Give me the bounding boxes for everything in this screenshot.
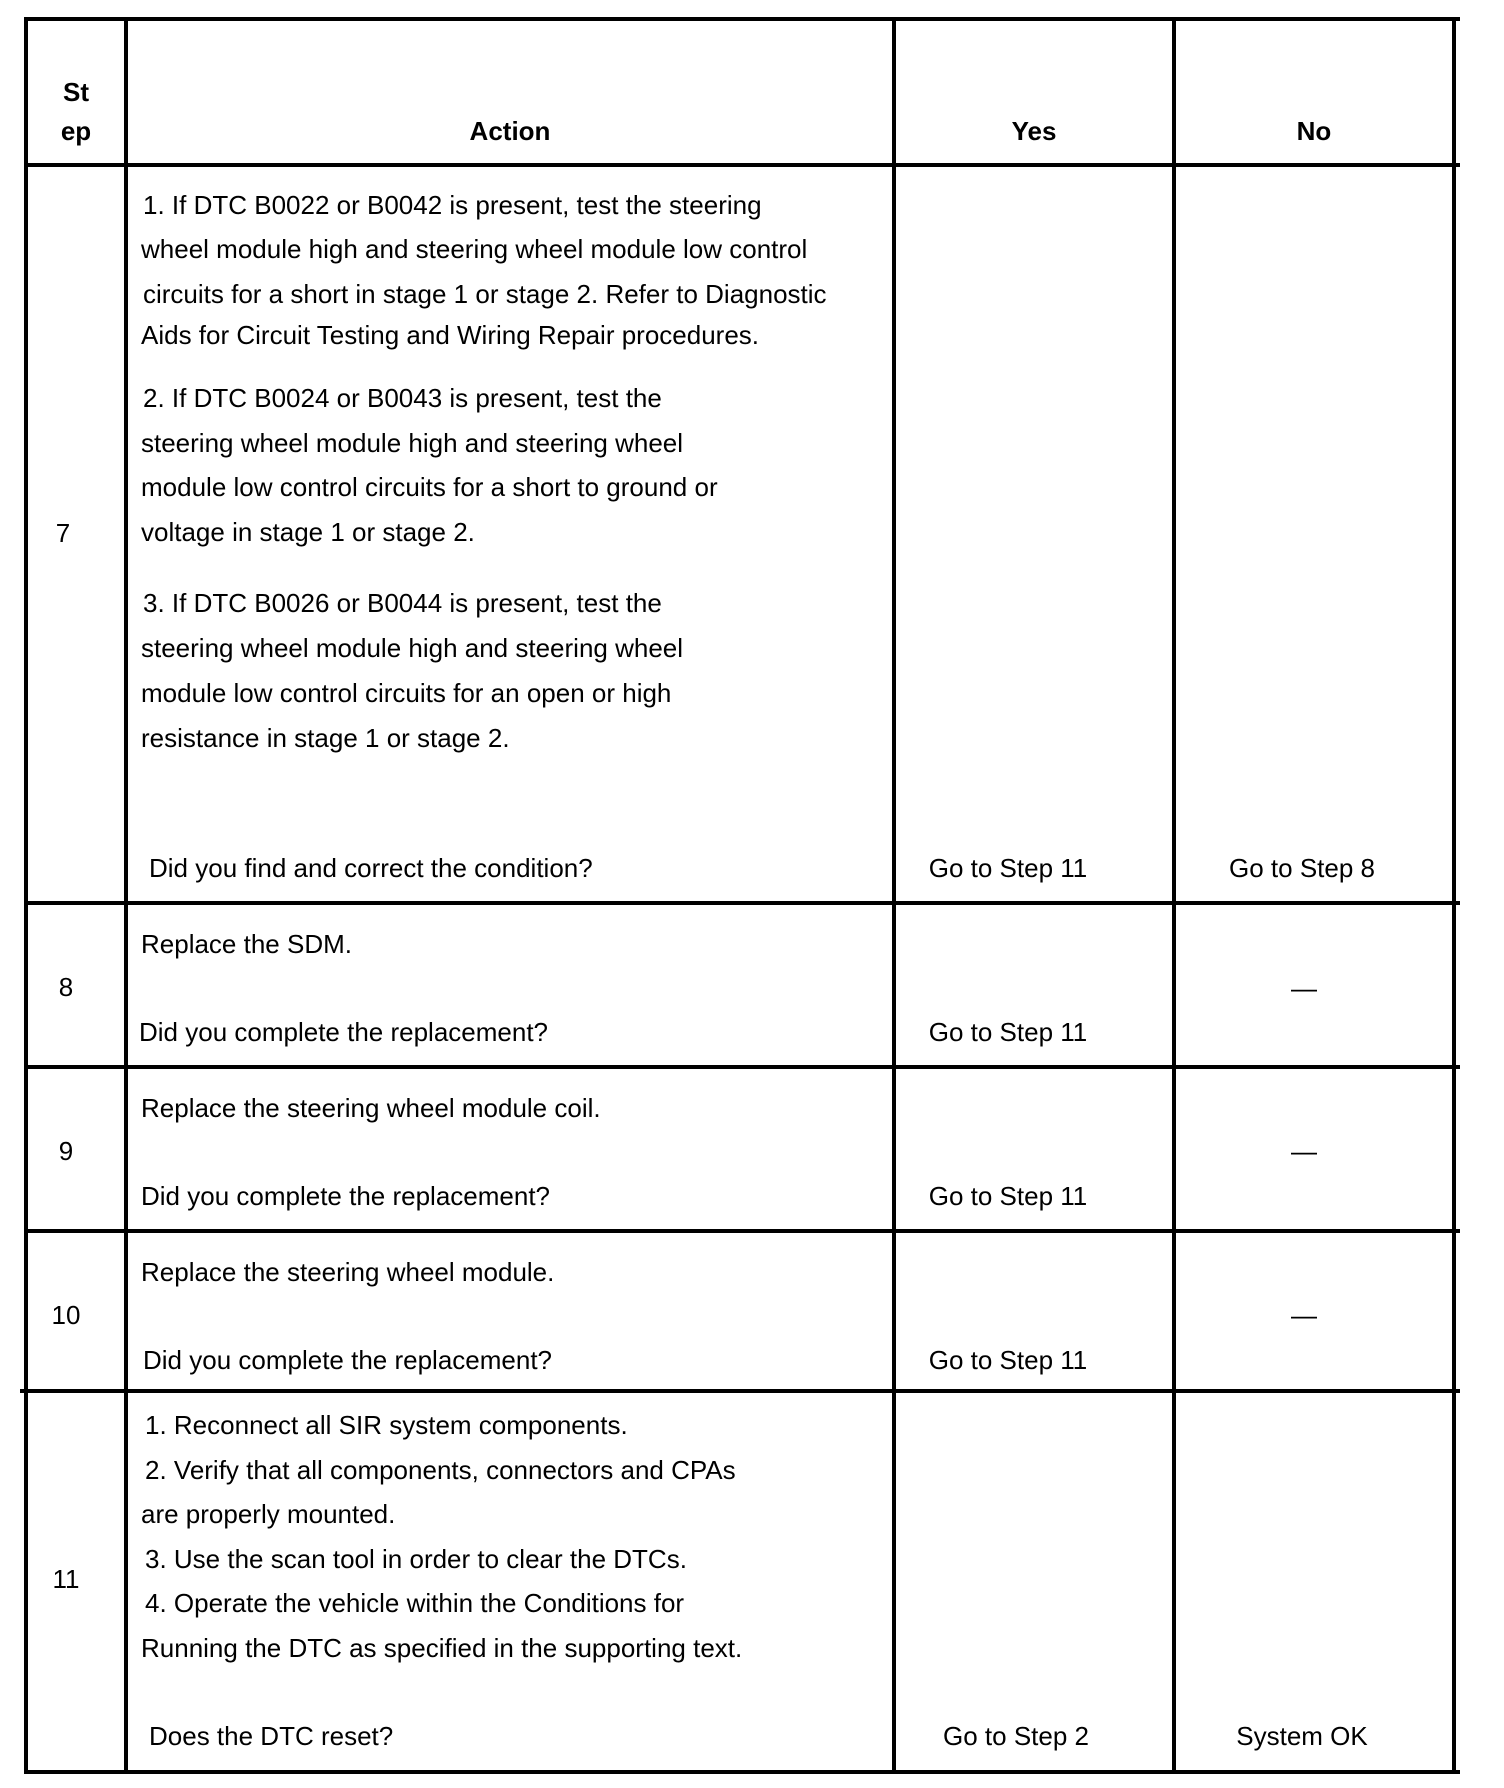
- yes-result: Go to Step 2: [943, 1721, 1089, 1751]
- action-text: Aids for Circuit Testing and Wiring Repair procedures.: [141, 320, 760, 350]
- action-text: resistance in stage 1 or stage 2.: [141, 723, 510, 753]
- yes-result: Go to Step 11: [928, 1017, 1088, 1047]
- action-question: Does the DTC reset?: [149, 1721, 394, 1751]
- action-question: Did you complete the replacement?: [143, 1345, 553, 1375]
- row-divider: [20, 1389, 1460, 1393]
- no-result: —: [1291, 1136, 1317, 1166]
- action-text: module low control circuits for a short to ground or: [141, 472, 718, 502]
- row-divider: [24, 901, 1460, 905]
- action-text: 4. Operate the vehicle within the Conditions for: [145, 1588, 685, 1618]
- header-step-line1: St: [63, 77, 89, 107]
- header-no: No: [1296, 116, 1332, 146]
- header-action: Action: [469, 116, 551, 146]
- action-text: 3. Use the scan tool in order to clear the DTCs.: [145, 1544, 687, 1574]
- action-text: Replace the steering wheel module coil.: [141, 1093, 601, 1123]
- action-text: 2. If DTC B0024 or B0043 is present, test the: [143, 383, 662, 413]
- step-number: 10: [51, 1300, 81, 1330]
- action-text: steering wheel module high and steering wheel: [141, 633, 684, 663]
- no-result: —: [1291, 973, 1317, 1003]
- action-question: Did you find and correct the condition?: [149, 853, 593, 883]
- action-text: Replace the steering wheel module.: [141, 1257, 555, 1287]
- header-step-line2: ep: [60, 116, 92, 146]
- step-number: 8: [58, 972, 74, 1002]
- row-divider: [24, 1229, 1460, 1233]
- action-question: Did you complete the replacement?: [139, 1017, 549, 1047]
- yes-result: Go to Step 11: [928, 853, 1088, 883]
- step-number: 7: [55, 518, 71, 548]
- action-question: Did you complete the replacement?: [141, 1181, 551, 1211]
- row-divider: [24, 1065, 1460, 1069]
- table-border-top: [24, 17, 1460, 21]
- action-text: circuits for a short in stage 1 or stage 2. Refer to Diagnostic: [143, 279, 827, 309]
- action-text: voltage in stage 1 or stage 2.: [141, 517, 475, 547]
- column-divider: [892, 17, 896, 1774]
- yes-result: Go to Step 11: [928, 1181, 1088, 1211]
- column-divider: [124, 17, 128, 1774]
- header-divider: [24, 163, 1460, 167]
- table-border-bottom: [24, 1770, 1460, 1774]
- action-text: module low control circuits for an open or high: [141, 678, 672, 708]
- action-text: Running the DTC as specified in the supporting text.: [141, 1633, 743, 1663]
- column-divider: [1172, 17, 1176, 1774]
- action-text: 1. If DTC B0022 or B0042 is present, test the steering: [143, 190, 762, 220]
- action-text: steering wheel module high and steering wheel: [141, 428, 684, 458]
- action-text: are properly mounted.: [141, 1499, 396, 1529]
- step-number: 11: [52, 1564, 80, 1594]
- action-text: 1. Reconnect all SIR system components.: [145, 1410, 628, 1440]
- action-text: 3. If DTC B0026 or B0044 is present, test the: [143, 588, 662, 618]
- action-text: 2. Verify that all components, connectors and CPAs: [145, 1455, 736, 1485]
- action-text: Replace the SDM.: [141, 929, 352, 959]
- action-text: wheel module high and steering wheel module low control: [141, 234, 808, 264]
- no-result: System OK: [1236, 1721, 1368, 1751]
- no-result: —: [1291, 1300, 1317, 1330]
- yes-result: Go to Step 11: [928, 1345, 1088, 1375]
- table-border-left: [24, 17, 28, 1774]
- table-border-right: [1452, 17, 1456, 1774]
- header-yes: Yes: [1011, 116, 1057, 146]
- no-result: Go to Step 8: [1229, 853, 1375, 883]
- step-number: 9: [58, 1136, 74, 1166]
